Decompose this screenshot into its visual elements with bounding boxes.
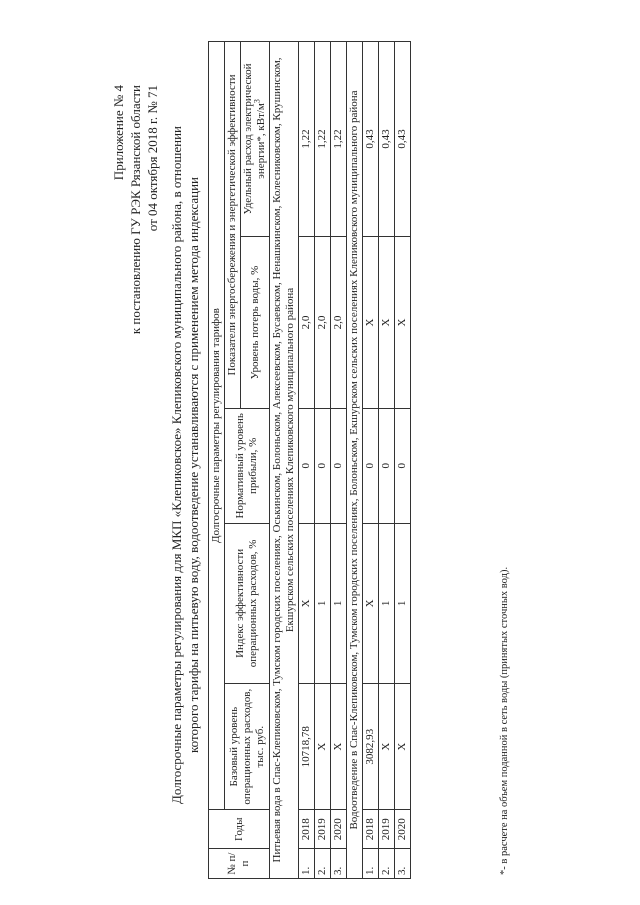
cell-year: 2019 [379,810,395,849]
table-body [270,42,411,879]
cell-year: 2018 [299,810,315,849]
cell-elec: 0,43 [363,42,379,237]
column-header-year: Годы [209,810,270,849]
cell-num: 3. [395,849,411,879]
cell-profit: 0 [395,408,411,523]
title-line-2: которого тарифы на питьевую воду, водоотведение устанавливаются с применением метода индексации [186,177,201,753]
cell-elec: 0,43 [395,42,411,237]
column-header-electricity [241,42,270,237]
table-row [331,42,347,879]
cell-profit: 0 [331,408,347,523]
cell-year: 2020 [331,810,347,849]
cell-base: 10718,78 [299,684,315,810]
appendix-header [110,85,161,865]
cell-base: Х [315,684,331,810]
column-header-base-costs: Базовый уровень операционных расходов, тыс. руб. [225,684,270,810]
tariff-parameters-table [208,41,411,879]
table-row [395,42,411,879]
appendix-resolution: к постановлению ГУ РЭК Рязанской области [128,85,143,335]
cell-elec: 1,22 [315,42,331,237]
cell-losses: 2,0 [331,237,347,409]
cell-base: Х [395,684,411,810]
electricity-unit-sup: 3 [252,99,262,104]
cell-base: 3082,93 [363,684,379,810]
column-header-energy-group: Показатели энергосбережения и энергетической эффективности [225,42,241,409]
cell-losses: 2,0 [315,237,331,409]
cell-index: Х [363,523,379,684]
cell-losses: Х [395,237,411,409]
appendix-date: от 04 октября 2018 г. № 71 [145,85,160,232]
column-header-number: № п/п [209,849,270,879]
cell-elec: 1,22 [331,42,347,237]
table-row [363,42,379,879]
cell-losses: Х [379,237,395,409]
cell-year: 2018 [363,810,379,849]
document-title [168,75,202,855]
section-header-row [270,42,299,879]
section-title: Водоотведение в Спас-Клепиковском, Тумском городских поселениях, Болоньском, Екшурском сельских поселениях Клепиковского муниципального района [347,42,363,879]
cell-num: 2. [379,849,395,879]
table-row [299,42,315,879]
cell-base: Х [331,684,347,810]
cell-index: Х [299,523,315,684]
cell-num: 1. [363,849,379,879]
cell-index: 1 [379,523,395,684]
table-row [379,42,395,879]
table-header-row-2 [225,42,241,879]
cell-num: 2. [315,849,331,879]
cell-profit: 0 [363,408,379,523]
cell-year: 2020 [395,810,411,849]
cell-profit: 0 [299,408,315,523]
column-header-efficiency-index: Индекс эффективности операционных расходов, % [225,523,270,684]
cell-year: 2019 [315,810,331,849]
column-header-water-losses: Уровень потерь воды, % [241,237,270,409]
cell-index: 1 [331,523,347,684]
cell-num: 3. [331,849,347,879]
cell-index: 1 [395,523,411,684]
cell-profit: 0 [379,408,395,523]
table-header-row-1 [209,42,225,879]
footnote: *- в расчете на объем поданной в сеть воды (принятых сточных вод). [499,566,510,875]
title-line-1: Долгосрочные параметры регулирования для МКП «Клепиковское» Клепиковского муниципального района, в отношении [169,126,184,804]
column-group-header: Долгосрочные параметры регулирования тарифов [209,42,225,810]
cell-elec: 0,43 [379,42,395,237]
column-header-profit: Нормативный уровень прибыли, % [225,408,270,523]
cell-base: Х [379,684,395,810]
electricity-label: Удельный расход электрической энергии*, кВт/м [242,63,267,215]
cell-elec: 1,22 [299,42,315,237]
cell-profit: 0 [315,408,331,523]
section-title: Питьевая вода в Спас-Клепиковском, Тумском городских поселениях, Оськинском, Болоньском, Алексеевском, Бусаевском, Ненашкинском, Колесниковском, Крушинском, Екшурском сельских поселениях Клепиковского муниципального района [270,42,299,879]
appendix-number: Приложение № 4 [111,85,126,181]
cell-num: 1. [299,849,315,879]
cell-losses: Х [363,237,379,409]
section-header-row [347,42,363,879]
table-row [315,42,331,879]
cell-losses: 2,0 [299,237,315,409]
cell-index: 1 [315,523,331,684]
